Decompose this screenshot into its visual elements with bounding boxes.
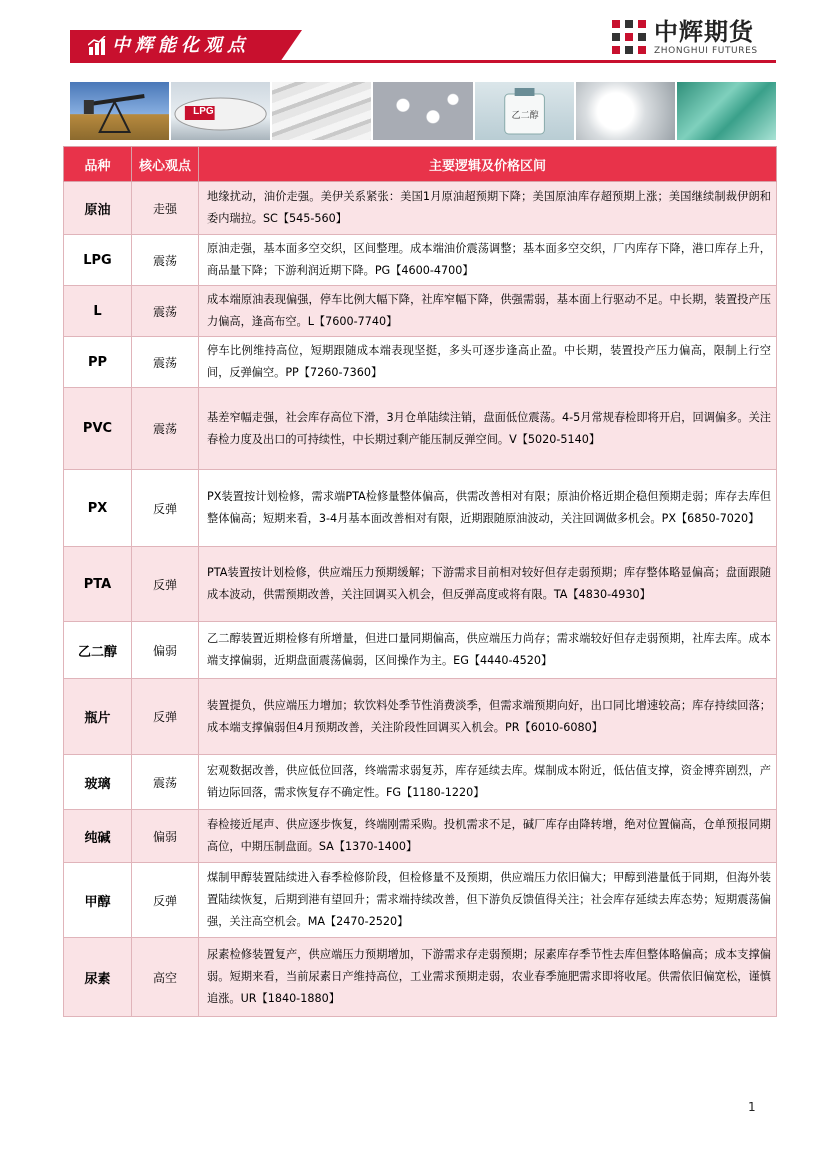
table-row (64, 235, 777, 286)
table-row (64, 622, 777, 679)
table-row (64, 863, 777, 938)
row-core-view: 反弹 (132, 863, 199, 938)
row-core-view: 反弹 (132, 547, 199, 622)
row-variety: PP (64, 337, 132, 388)
table-header-row (64, 147, 777, 182)
row-variety: PVC (64, 388, 132, 470)
table-row (64, 679, 777, 755)
row-logic: PTA装置按计划检修，供应端压力预期缓解；下游需求目前相对较好但存走弱预期；库存整体略显偏高；盘面跟随成本波动，供需预期改善，关注回调买入机会，但反弹高度或将有限。TA【4830-4930】 (199, 547, 777, 622)
row-logic: 停车比例维持高位，短期跟随成本端表现坚挺，多头可逐步逢高止盈。中长期，装置投产压力偏高，限制上行空间，反弹偏空。PP【7260-7360】 (199, 337, 777, 388)
row-logic: 原油走强，基本面多空交织，区间整理。成本端油价震荡调整；基本面多空交织，厂内库存下降，港口库存上升，商品量下降；下游利润近期下降。PG【4600-4700】 (199, 235, 777, 286)
row-logic: 尿素检修装置复产，供应端压力预期增加，下游需求存走弱预期；尿素库存季节性去库但整体略偏高；成本支撑偏弱。短期来看，当前尿素日产维持高位，工业需求预期走弱，农业春季施肥需求即将收尾。供需依旧偏宽松，谨慎追涨。UR【1840-1880】 (199, 938, 777, 1017)
page-number: 1 (748, 1100, 756, 1114)
banner-lpg-label: LPG (193, 106, 214, 117)
row-logic: 成本端原油表现偏强，停车比例大幅下降，社库窄幅下降，供强需弱，基本面上行驱动不足。中长期，装置投产压力偏高，逢高布空。L【7600-7740】 (199, 286, 777, 337)
lpg-tank-icon (171, 82, 270, 140)
table-row (64, 938, 777, 1017)
row-core-view: 震荡 (132, 755, 199, 810)
table-row (64, 547, 777, 622)
row-core-view: 高空 (132, 938, 199, 1017)
row-variety: 瓶片 (64, 679, 132, 755)
row-core-view: 偏弱 (132, 622, 199, 679)
table-row (64, 182, 777, 235)
table-row (64, 755, 777, 810)
logo-text-en: ZHONGHUI FUTURES (654, 46, 758, 56)
row-logic: 装置提负，供应端压力增加；软饮料处季节性消费淡季，但需求端预期向好，出口同比增速较高；库存持续回落；成本端支撑偏弱但4月预期改善，关注阶段性回调买入机会。PR【6010-6080】 (199, 679, 777, 755)
logo-text-cn: 中辉期货 (654, 18, 754, 46)
banner-glycol-bottle (475, 82, 574, 140)
logo-mark-icon (612, 20, 646, 54)
row-variety: 甲醇 (64, 863, 132, 938)
table-row (64, 470, 777, 547)
table-row (64, 337, 777, 388)
banner-glycol-label: 乙二醇 (511, 111, 539, 121)
header-main-logic: 主要逻辑及价格区间 (199, 147, 777, 182)
banner-pellets (373, 82, 472, 140)
row-variety: 尿素 (64, 938, 132, 1017)
row-logic: 基差窄幅走强，社会库存高位下滑，3月仓单陆续注销，盘面低位震荡。4-5月常规春检即将开启，回调偏多。关注春检力度及出口的可持续性，中长期过剩产能压制反弹空间。V【5020-5140】 (199, 388, 777, 470)
company-logo (612, 18, 782, 58)
row-core-view: 走强 (132, 182, 199, 235)
row-logic: 煤制甲醇装置陆续进入春季检修阶段，但检修量不及预期，供应端压力依旧偏大；甲醇到港量低于同期，但海外装置陆续恢复，后期到港有望回升；需求端持续改善，但下游负反馈值得关注；社会库存延续去库态势；短期震荡偏强，关注高空机会。MA【2470-2520】 (199, 863, 777, 938)
oil-pump-icon (70, 82, 169, 140)
row-variety: PX (64, 470, 132, 547)
table-row (64, 388, 777, 470)
banner-oil-pump (70, 82, 169, 140)
table-row (64, 286, 777, 337)
chart-bar-icon (88, 36, 106, 56)
row-logic: 春检接近尾声、供应逐步恢复，终端刚需采购。投机需求不足，碱厂库存由降转增，绝对位置偏高，仓单预报同期高位，中期压制盘面。SA【1370-1400】 (199, 810, 777, 863)
row-logic: 地缘扰动，油价走强。美伊关系紧张：美国1月原油超预期下降；美国原油库存超预期上涨；美国继续制裁伊朗和委内瑞拉。SC【545-560】 (199, 182, 777, 235)
header-core-view: 核心观点 (132, 147, 199, 182)
banner-image-strip (70, 82, 776, 140)
page-header-title: 中辉能化观点 (112, 35, 250, 56)
table-row (64, 810, 777, 863)
row-core-view: 偏弱 (132, 810, 199, 863)
row-variety: PTA (64, 547, 132, 622)
row-variety: 原油 (64, 182, 132, 235)
row-core-view: 震荡 (132, 337, 199, 388)
row-logic: 宏观数据改善，供应低位回落，终端需求弱复苏，库存延续去库。煤制成本附近，低估值支撑，资金博弈剧烈，产销边际回落，需求恢复存不确定性。FG【1180-1220】 (199, 755, 777, 810)
header-divider (70, 60, 776, 63)
row-core-view: 震荡 (132, 286, 199, 337)
banner-pipes (272, 82, 371, 140)
banner-glass-sheets (677, 82, 776, 140)
banner-lpg-tanks (171, 82, 270, 140)
header-variety: 品种 (64, 147, 132, 182)
row-core-view: 震荡 (132, 235, 199, 286)
header-band-tail (280, 30, 302, 62)
analysis-table (63, 146, 777, 1017)
row-core-view: 反弹 (132, 679, 199, 755)
row-variety: LPG (64, 235, 132, 286)
row-logic: PX装置按计划检修，需求端PTA检修量整体偏高，供需改善相对有限；原油价格近期企稳但预期走弱；库存去库但整体偏高；短期来看，3-4月基本面改善相对有限，近期跟随原油波动，关注回调做多机会。PX【6850-7020】 (199, 470, 777, 547)
row-variety: 玻璃 (64, 755, 132, 810)
row-core-view: 震荡 (132, 388, 199, 470)
row-variety: 乙二醇 (64, 622, 132, 679)
row-logic: 乙二醇装置近期检修有所增量，但进口量同期偏高，供应端压力尚存；需求端较好但存走弱预期，社库去库。成本端支撑偏弱，近期盘面震荡偏弱，区间操作为主。EG【4440-4520】 (199, 622, 777, 679)
row-variety: L (64, 286, 132, 337)
row-variety: 纯碱 (64, 810, 132, 863)
banner-powder (576, 82, 675, 140)
row-core-view: 反弹 (132, 470, 199, 547)
